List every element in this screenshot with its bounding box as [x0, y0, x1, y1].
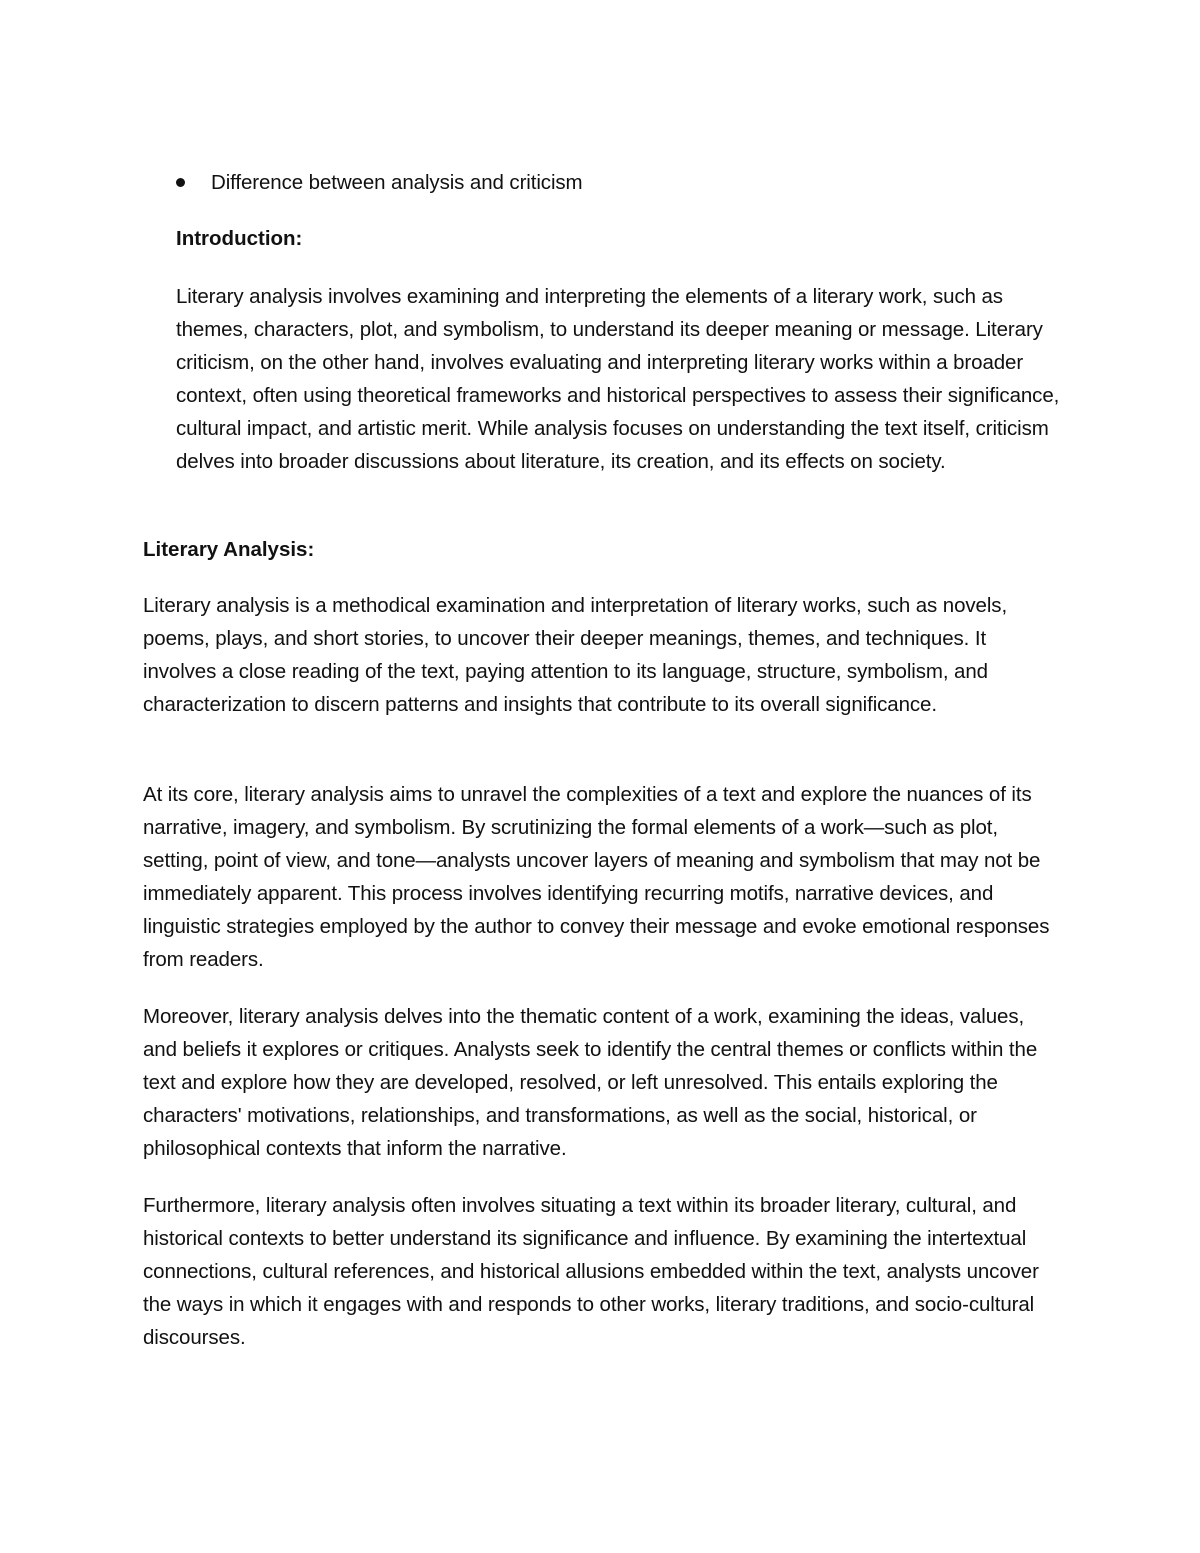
introduction-paragraph: Literary analysis involves examining and interpreting the elements of a literary work, such as themes, characters, plot, and symbolism, to understand its deeper meaning or message. Literary criticism, on the other hand, involves evaluating and interpreting literary works within a broader context, often using theoretical frameworks and historical perspectives to assess their significance, cultural impact, and artistic merit. While analysis focuses on understanding the text itself, criticism delves into broader discussions about literature, its creation, and its effects on society.	[176, 285, 1060, 473]
body-paragraph: At its core, literary analysis aims to unravel the complexities of a text and explore the nuances of its narrative, imagery, and symbolism. By scrutinizing the formal elements of a work—such as plot, setting, point of view, and tone—analysts uncover layers of meaning and symbolism that may not be immediately apparent. This process involves identifying recurring motifs, narrative devices, and linguistic strategies employed by the author to convey their message and evoke emotional responses from readers.	[143, 783, 1050, 971]
literary-analysis-heading: Literary Analysis:	[143, 538, 315, 561]
bullet-list-item	[176, 166, 1076, 199]
body-paragraph: Moreover, literary analysis delves into the thematic content of a work, examining the ideas, values, and beliefs it explores or critiques. Analysts seek to identify the central themes or conflicts within the text and explore how they are developed, resolved, or left unresolved. This entails exploring the characters' motivations, relationships, and transformations, as well as the social, historical, or philosophical contexts that inform the narrative.	[143, 1005, 1038, 1160]
introduction-heading: Introduction:	[176, 227, 303, 250]
bullet-icon	[176, 178, 185, 187]
body-paragraph: Literary analysis is a methodical examination and interpretation of literary works, such as novels, poems, plays, and short stories, to uncover their deeper meanings, themes, and techniques. It involves a close reading of the text, paying attention to its language, structure, symbolism, and characterization to discern patterns and insights that contribute to its overall significance.	[143, 594, 1008, 716]
body-paragraph: Furthermore, literary analysis often involves situating a text within its broader literary, cultural, and historical contexts to better understand its significance and influence. By examining the intertextual connections, cultural references, and historical allusions embedded within the text, analysts uncover the ways in which it engages with and responds to other works, literary traditions, and socio-cultural discourses.	[143, 1194, 1039, 1349]
bullet-text: Difference between analysis and criticism	[211, 171, 583, 194]
